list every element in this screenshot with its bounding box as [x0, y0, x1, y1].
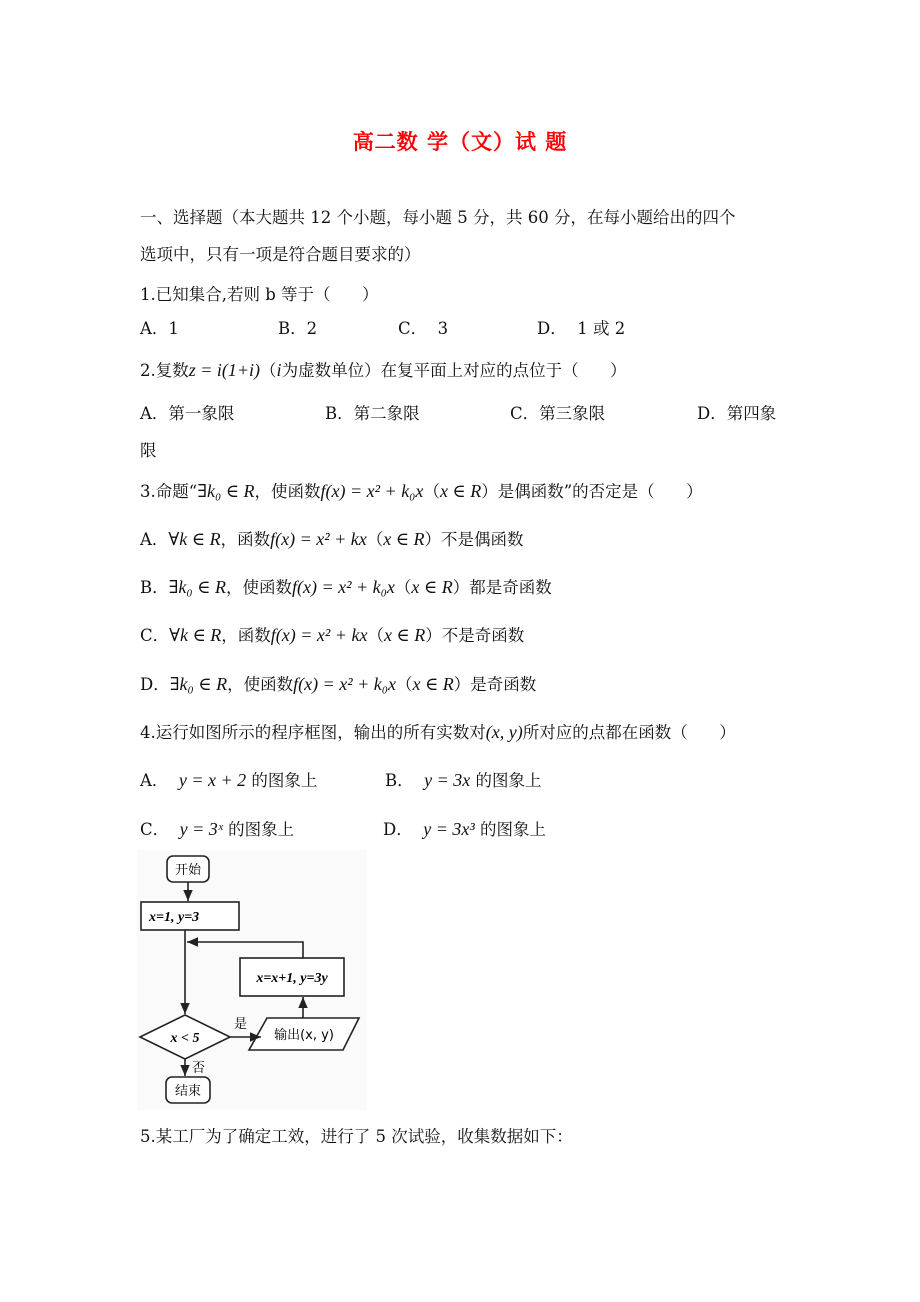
answer-option — [325, 403, 420, 425]
text-line — [140, 576, 552, 599]
math-expression: y = x + 2 — [178, 770, 247, 790]
text-segment: ，使函数 — [254, 482, 321, 501]
option-text: C． 3 — [398, 319, 449, 338]
start-label: 开始 — [174, 863, 202, 878]
text-segment: （ — [367, 626, 384, 645]
exam-title: 高二数 学（文）试 题 — [352, 129, 568, 154]
option-text: B． — [385, 771, 425, 790]
math-expression: y = 3x — [424, 770, 471, 790]
text-line — [140, 1126, 573, 1148]
text-segment: 3.命题“ — [140, 482, 198, 501]
option-text: 的图象上 — [470, 771, 542, 790]
answer-option — [697, 403, 776, 425]
text-segment: （ — [394, 578, 412, 597]
text-segment: 为虚数单位）在复平面上对应的点位于（ ） — [281, 361, 627, 380]
math-expression: y = 3ˣ — [179, 819, 223, 839]
math-expression: ∃k₀ ∈ R — [168, 577, 226, 597]
text-segment: ）是偶函数”的否定是（ ） — [481, 482, 703, 501]
text-segment: 选项中，只有一项是符合题目要求的） — [140, 245, 421, 264]
option-text: 的图象上 — [222, 820, 295, 839]
answer-option — [398, 318, 448, 340]
text-segment: 限 — [140, 441, 157, 460]
init-label: x=1, y=3 — [149, 910, 200, 925]
condition-label: x < 5 — [170, 1031, 200, 1046]
option-text: B．2 — [278, 319, 318, 338]
math-expression: ∃k₀ ∈ R — [169, 674, 228, 694]
end-label: 结束 — [174, 1084, 202, 1099]
option-text: C．第三象限 — [510, 404, 606, 423]
math-expression: x ∈ R — [383, 625, 426, 645]
text-segment: ，使函数 — [225, 578, 292, 597]
option-text: D．第四象 — [697, 404, 777, 423]
option-text: 的图象上 — [246, 771, 318, 790]
math-expression: i — [276, 360, 282, 380]
math-expression: x ∈ R — [412, 674, 454, 694]
text-segment: ）不是偶函数 — [424, 530, 524, 549]
text-segment: C． — [140, 626, 170, 645]
text-line — [140, 244, 421, 266]
no-label: 否 — [192, 1061, 206, 1076]
text-line — [140, 359, 627, 382]
text-segment: ，函数 — [221, 626, 271, 645]
text-line — [140, 480, 703, 503]
text-segment: ）都是奇函数 — [452, 578, 552, 597]
option-text: D． — [383, 820, 424, 839]
option-text: B．第二象限 — [325, 404, 420, 423]
text-segment: （ — [260, 361, 277, 380]
math-expression: f(x) = x² + kx — [270, 625, 368, 645]
math-expression: f(x) = x² + k₀x — [293, 674, 396, 694]
text-segment: ）是奇函数 — [453, 675, 537, 694]
text-line — [140, 528, 524, 551]
option-text: A． — [140, 771, 179, 790]
text-line — [140, 284, 379, 306]
text-segment: 2.复数 — [140, 361, 189, 380]
math-expression: f(x) = x² + k₀x — [291, 577, 395, 597]
text-line — [140, 207, 735, 229]
output-label: 输出(x, y) — [274, 1028, 334, 1043]
program-flowchart — [137, 850, 367, 1110]
answer-option — [140, 403, 234, 425]
answer-option — [140, 318, 179, 340]
text-line — [140, 721, 736, 744]
answer-option — [510, 403, 605, 425]
text-segment: ，函数 — [220, 530, 271, 549]
option-text: A．第一象限 — [140, 404, 235, 423]
math-expression: x ∈ R — [411, 577, 453, 597]
text-segment: D． — [140, 675, 170, 694]
text-segment: B． — [140, 578, 169, 597]
answer-option — [140, 769, 317, 792]
text-line — [140, 440, 157, 462]
text-segment: （ — [366, 530, 384, 549]
math-expression: f(x) = x² + k₀x — [320, 481, 424, 501]
text-segment: 所对应的点都在函数（ ） — [522, 723, 736, 742]
math-expression: ∀k ∈ R — [169, 625, 222, 645]
option-text: 的图象上 — [474, 820, 546, 839]
update-label: x=x+1, y=3y — [256, 971, 328, 986]
text-line — [140, 673, 536, 696]
math-expression: z = i(1+i) — [188, 360, 261, 380]
text-segment: 4.运行如图所示的程序框图，输出的所有实数对 — [140, 723, 486, 742]
text-segment: （ — [423, 482, 440, 501]
text-segment: 一、选择题（本大题共 12 个小题，每小题 5 分，共 60 分，在每小题给出的四个 — [140, 208, 736, 227]
text-segment: ）不是奇函数 — [425, 626, 525, 645]
text-segment: 5.某工厂为了确定工效，进行了 5 次试验，收集数据如下： — [140, 1127, 573, 1146]
text-segment: 1.已知集合,若则 b 等于（ ） — [140, 285, 379, 304]
yes-label: 是 — [234, 1017, 248, 1032]
text-segment: ，使函数 — [227, 675, 294, 694]
option-text: D． 1 或 2 — [537, 319, 626, 338]
math-expression: x ∈ R — [439, 481, 482, 501]
math-expression: f(x) = x² + kx — [270, 529, 367, 549]
text-line — [140, 624, 524, 647]
math-expression: x ∈ R — [383, 529, 425, 549]
math-expression: y = 3x³ — [423, 819, 475, 839]
math-expression: (x, y) — [485, 722, 523, 742]
option-text: C． — [140, 820, 180, 839]
option-text: A．1 — [140, 319, 179, 338]
math-expression: ∀k ∈ R — [168, 529, 221, 549]
answer-option — [385, 769, 542, 792]
answer-option — [537, 318, 625, 340]
answer-option — [278, 318, 317, 340]
math-expression: ∃k₀ ∈ R — [197, 481, 255, 501]
text-segment: A． — [140, 530, 169, 549]
text-segment: （ — [395, 675, 413, 694]
answer-option — [140, 818, 294, 841]
answer-option — [383, 818, 546, 841]
